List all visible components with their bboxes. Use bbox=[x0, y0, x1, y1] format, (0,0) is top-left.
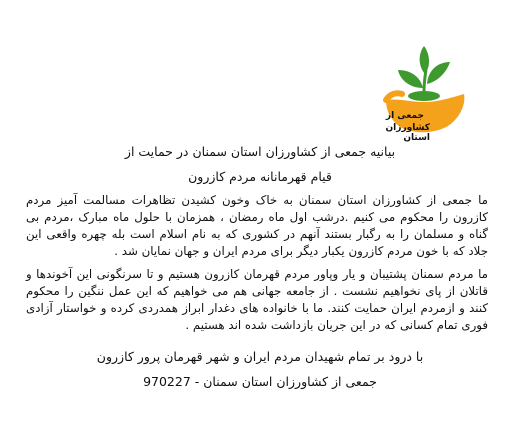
statement-title: بیانیه جمعی از کشاورزان استان سمنان در حمایت از bbox=[124, 144, 396, 159]
statement-subtitle: قیام قهرمانانه مردم کازرون bbox=[188, 169, 332, 184]
statement-closing: با درود بر تمام شهیدان مردم ایران و شهر قهرمان پرور کازرون bbox=[96, 349, 424, 364]
logo-caption-line1: جمعی از bbox=[385, 111, 424, 121]
statement-signature: جمعی از کشاورزان استان سمنان - 970227 bbox=[143, 374, 377, 389]
statement-paragraph-1: ما جمعی از کشاورزان استان سمنان به خاک وخون کشیدن تظاهرات مسالمت آمیز مردم کازرون را محکوم می کنیم .درشب اول ماه رمضان ، همزمان با حلول ماه مبارک ،مردم بی گناه و مسلمان را به رگبار بستند آنهم در کشوری که به نام اسلام است بله چهره واقعی این جلاد که با خون مردم کازرون یکبار دیگر برای مردم ایران و جهان نمایان شد . bbox=[26, 193, 488, 258]
statement-paragraph-2: ما مردم سمنان پشتیبان و یار وپاور مردم قهرمان کازرون هستیم و تا سرنگونی این آخوندها و قاتلان از پای نخواهیم نشست . از جامعه جهانی هم می خواهیم که این عمل ننگین را محکوم کنند و ازمردم ایران حمایت کنند. ما با خانواده های دغدار ابراز همدردی کرده و خواستار آزادی فوری تمام کسانی که در این جریان بازداشت شده اند هستیم . bbox=[26, 267, 488, 332]
logo-caption-line2: کشاورزان استان bbox=[385, 123, 430, 143]
